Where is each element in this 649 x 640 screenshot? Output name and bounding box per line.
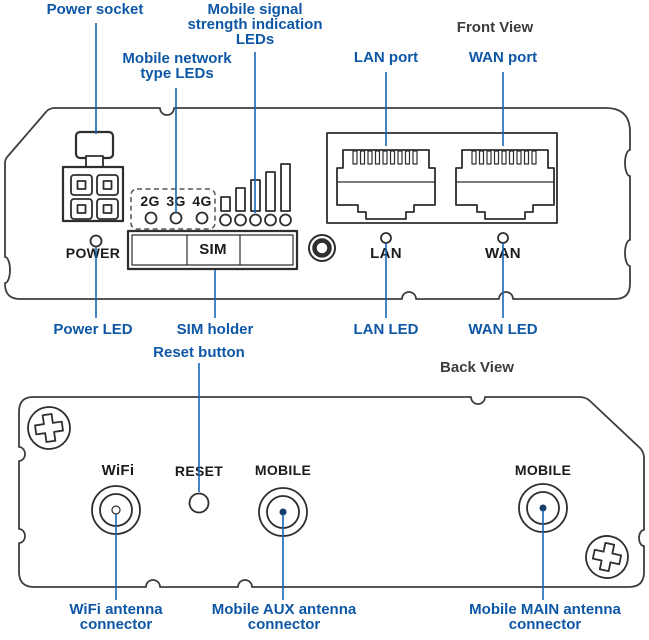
- led-label-4g: 4G: [192, 193, 212, 209]
- wan-label: WAN: [485, 245, 521, 262]
- power-socket-latch: [76, 132, 113, 158]
- callout-mobile-network-leds: [122, 51, 231, 81]
- front-reset-pinhole: [309, 235, 335, 261]
- back-view-heading: Back View: [440, 359, 514, 376]
- callout-wan-led: WAN LED: [468, 321, 538, 338]
- wifi-label: WiFi: [101, 462, 135, 479]
- callout-mobile-main-line2: connector: [508, 616, 582, 633]
- mobile-aux-label: MOBILE: [254, 462, 312, 478]
- callout-mobile-aux-line2: connector: [247, 616, 321, 633]
- callout-power-socket: Power socket: [46, 1, 144, 18]
- callout-mobile-signal-line1: Mobile signal: [207, 1, 303, 18]
- sim-label: SIM: [199, 241, 227, 258]
- mobile-main-antenna-connector: [519, 484, 567, 532]
- callout-wifi-antenna: [69, 602, 162, 632]
- callout-mobile-main-line1: Mobile MAIN antenna: [469, 601, 621, 618]
- callout-sim-holder: SIM holder: [176, 321, 254, 338]
- mobile-main-label: MOBILE: [514, 462, 572, 478]
- front-view-heading: Front View: [456, 19, 534, 36]
- ethernet-ports: [327, 133, 557, 223]
- callout-lan-led: LAN LED: [353, 321, 419, 338]
- callout-reset-button: Reset button: [153, 344, 245, 361]
- callout-mobile-main-antenna: [469, 602, 621, 632]
- callout-wifi-antenna-line1: WiFi antenna: [69, 601, 163, 618]
- ports-enclosure: [327, 133, 557, 223]
- led-label-3g: 3G: [166, 193, 186, 209]
- callout-wan-port: WAN port: [468, 49, 538, 66]
- callout-power-led: Power LED: [53, 321, 133, 338]
- mobile-aux-antenna-connector: [259, 488, 307, 536]
- power-label: POWER: [65, 245, 121, 261]
- callout-lan-port: LAN port: [353, 49, 419, 66]
- callout-wifi-antenna-line2: connector: [79, 616, 153, 633]
- lan-label: LAN: [370, 245, 402, 262]
- back-panel-outline: [19, 397, 644, 587]
- callout-mobile-signal-line2: strength indication: [187, 16, 323, 33]
- callout-mobile-network-line2: type LEDs: [140, 65, 214, 82]
- callout-mobile-aux-line1: Mobile AUX antenna: [211, 601, 357, 618]
- callout-mobile-network-line1: Mobile network: [122, 50, 232, 67]
- callout-mobile-signal-leds: [188, 2, 323, 47]
- callout-mobile-signal-line3: LEDs: [235, 31, 275, 48]
- callout-mobile-aux-antenna: [212, 602, 356, 632]
- led-label-2g: 2G: [140, 193, 160, 209]
- reset-label: RESET: [174, 463, 224, 479]
